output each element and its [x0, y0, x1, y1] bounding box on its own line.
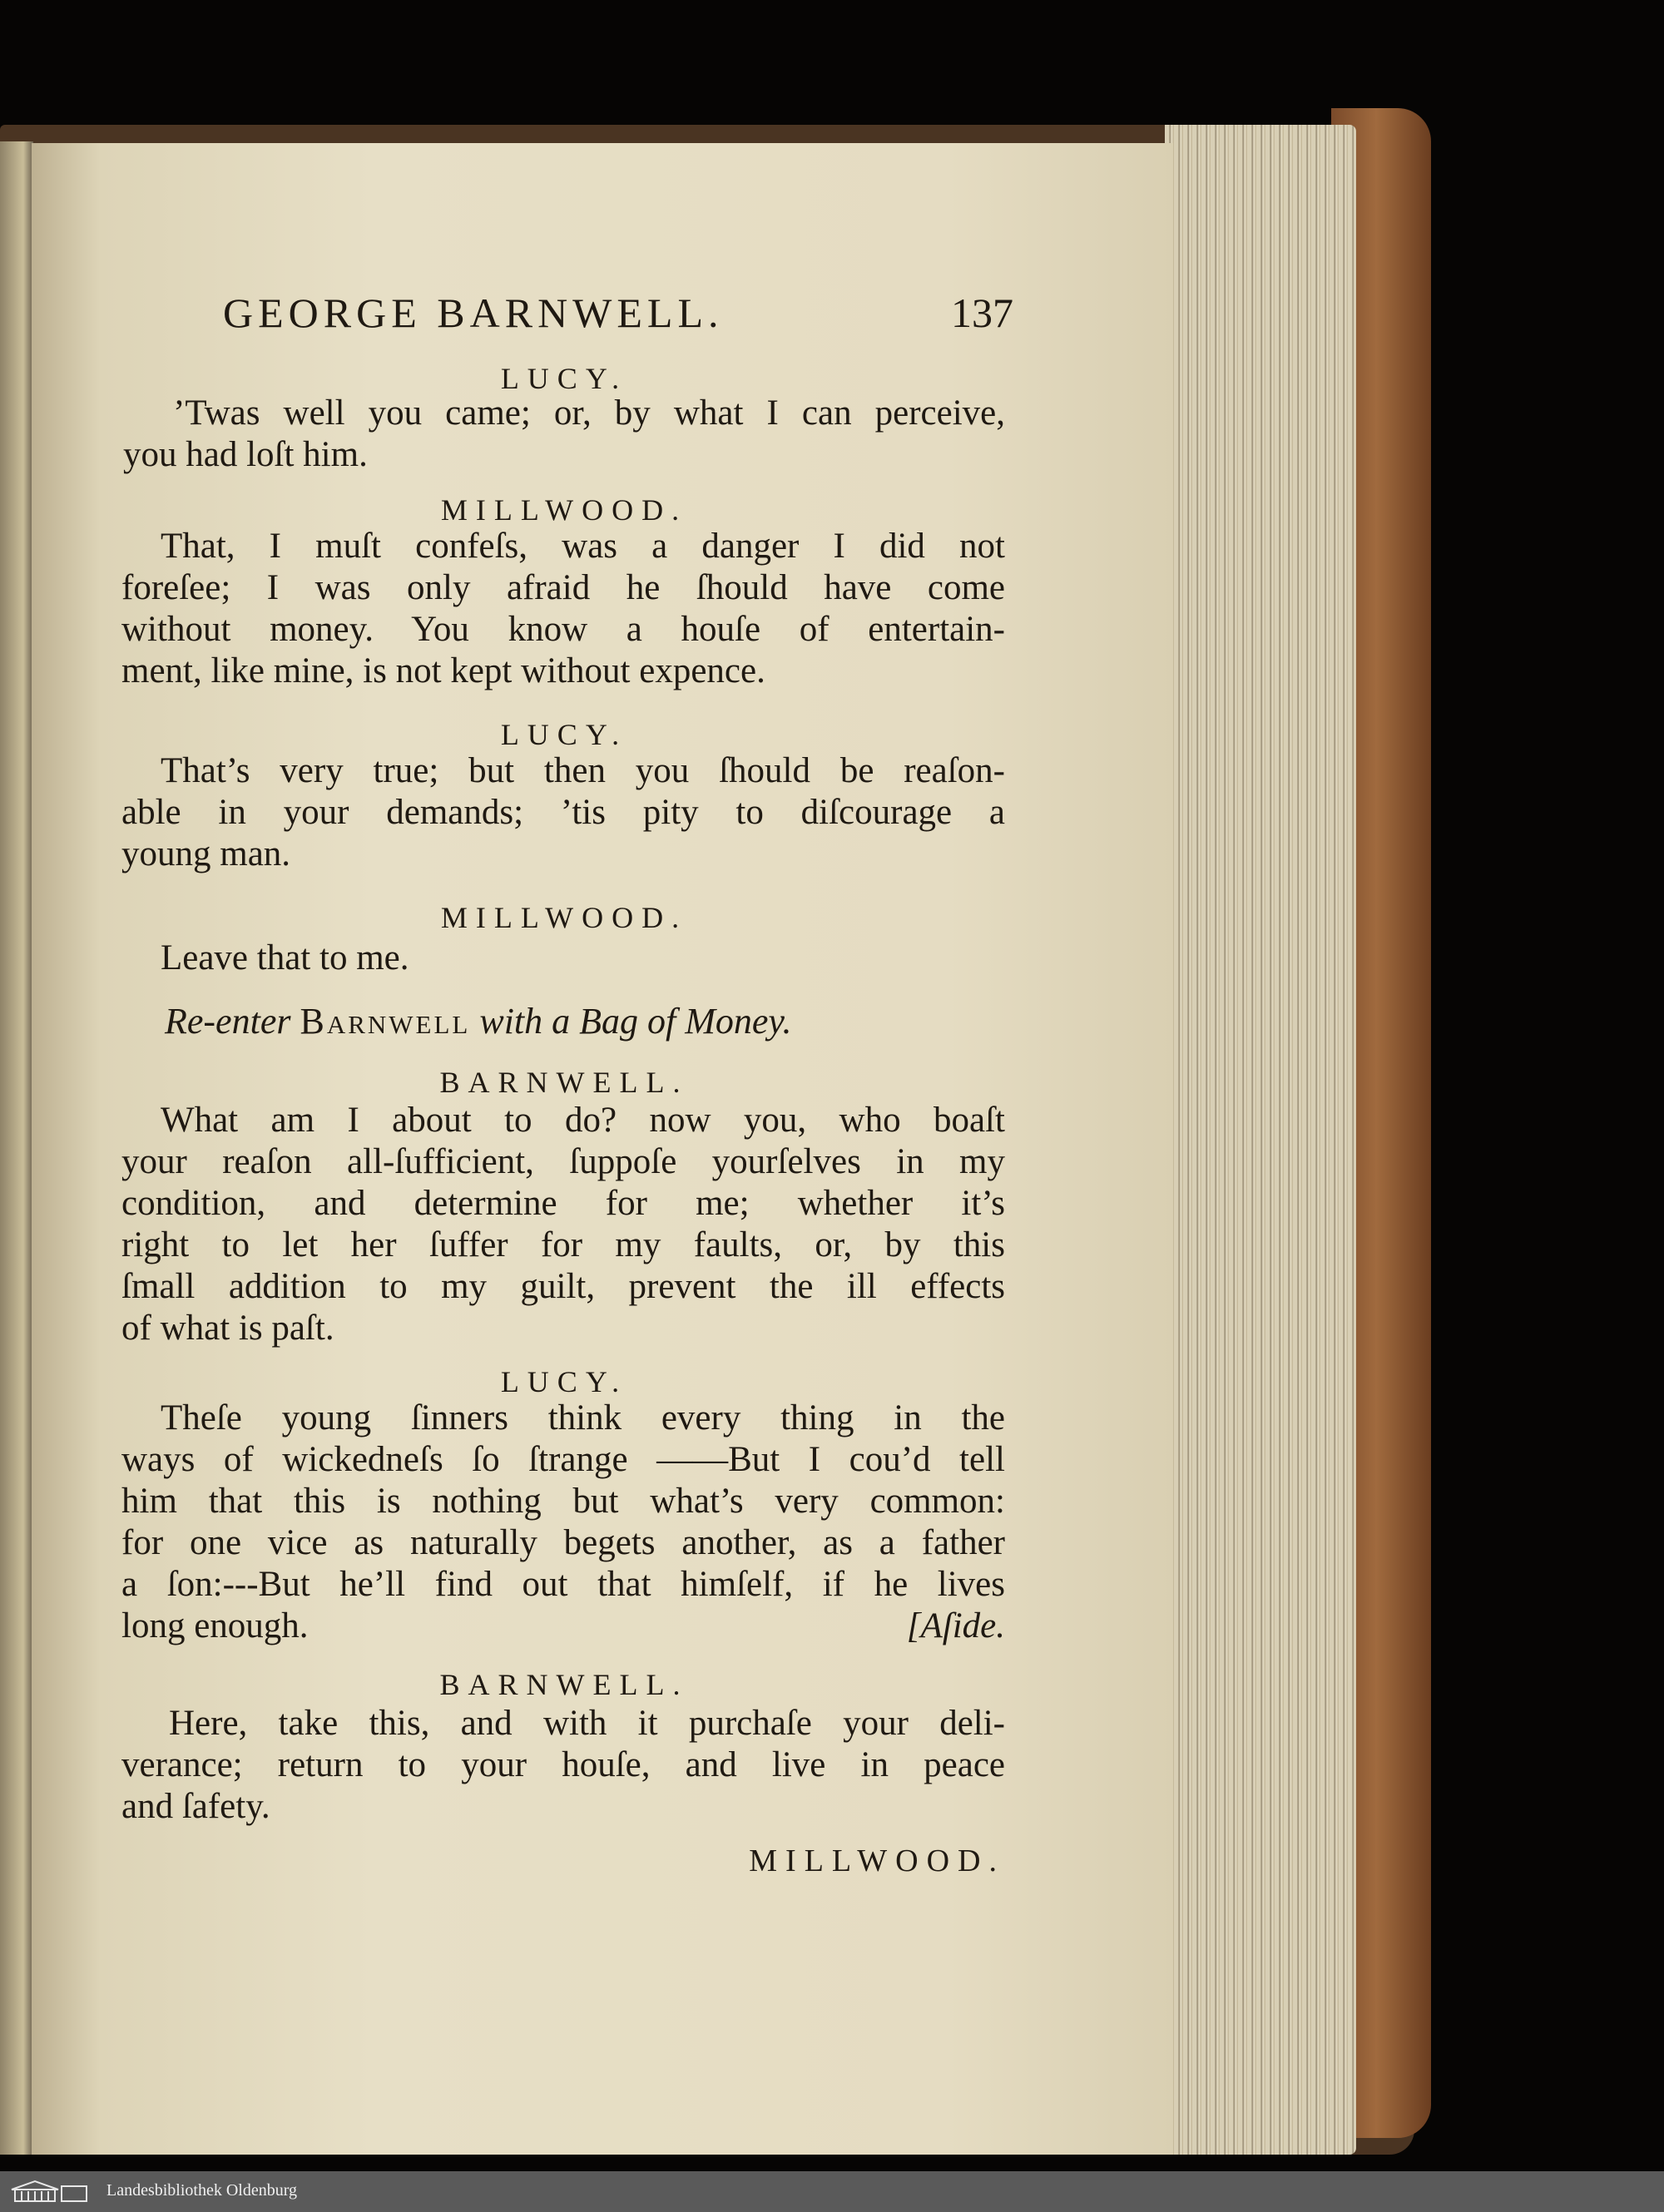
- text-line: That, I muſt confeſs, was a danger I did not: [161, 527, 1005, 566]
- speaker-heading: BARNWELL.: [439, 1066, 689, 1099]
- text-line-with-aside: [121, 1606, 1005, 1647]
- aside-marker: [Aſide.: [906, 1606, 1005, 1645]
- text-line: ment, like mine, is not kept without expence.: [121, 651, 765, 690]
- stage-direction: [165, 1000, 963, 1042]
- footer-bar: [0, 2171, 1664, 2212]
- text-line: him that this is nothing but what’s very common:: [121, 1482, 1005, 1521]
- text-line: Here, take this, and with it purchaſe your deli-: [169, 1704, 1005, 1743]
- library-logo-icon: [10, 2178, 90, 2205]
- text-line: ſmall addition to my guilt, prevent the ill effects: [121, 1267, 1005, 1306]
- text-line: able in your demands; ’tis pity to diſcourage a: [121, 793, 1005, 832]
- speaker-heading: BARNWELL.: [439, 1668, 689, 1701]
- text-line: your reaſon all-ſufficient, ſuppoſe yourſelves in my: [121, 1142, 1005, 1181]
- text-line: Leave that to me.: [161, 938, 409, 977]
- text-line: That’s very true; but then you ſhould be reaſon-: [161, 751, 1005, 790]
- stage-direction-prefix: Re-enter: [165, 1001, 291, 1042]
- facing-page-edge: [0, 141, 33, 2155]
- text-line: without money. You know a houſe of entertain-: [121, 610, 1005, 649]
- text-line: condition, and determine for me; whether it’s: [121, 1184, 1005, 1223]
- library-name: Landesbibliothek Oldenburg: [106, 2181, 298, 2200]
- speaker-heading: LUCY.: [500, 1365, 628, 1398]
- text-line: you had loſt him.: [123, 435, 368, 474]
- book-page: [32, 143, 1173, 2155]
- text-line: long enough.: [121, 1606, 309, 1645]
- stage-direction-suffix: with a Bag of Money.: [479, 1001, 792, 1042]
- running-head: [223, 289, 1013, 347]
- speaker-heading: MILLWOOD.: [440, 493, 688, 527]
- speaker-heading: LUCY.: [500, 362, 628, 395]
- text-line: right to let her ſuffer for my faults, or, by this: [121, 1225, 1005, 1264]
- catchword: MILLWOOD.: [749, 1843, 1005, 1878]
- page-fore-edge: [1165, 125, 1356, 2155]
- text-line: foreſee; I was only afraid he ſhould have come: [121, 568, 1005, 607]
- text-line: ’Twas well you came; or, by what I can perceive,: [173, 393, 1005, 433]
- text-line: of what is paſt.: [121, 1309, 334, 1348]
- text-line: verance; return to your houſe, and live in peace: [121, 1745, 1005, 1784]
- page-number: 137: [951, 289, 1013, 336]
- text-line: a ſon:---But he’ll find out that himſelf, if he lives: [121, 1565, 1005, 1604]
- speaker-heading: LUCY.: [500, 718, 628, 751]
- text-line: ways of wickedneſs ſo ſtrange ——But I cou’d tell: [121, 1440, 1005, 1479]
- text-line: for one vice as naturally begets another, as a father: [121, 1523, 1005, 1562]
- text-line: Theſe young ſinners think every thing in the: [161, 1398, 1005, 1438]
- running-title: GEORGE BARNWELL.: [223, 289, 724, 336]
- text-line: What am I about to do? now you, who boaſt: [161, 1101, 1005, 1140]
- stage-direction-name: Barnwell: [300, 1001, 471, 1042]
- speaker-heading: MILLWOOD.: [440, 901, 688, 934]
- text-line: young man.: [121, 834, 291, 873]
- text-line: and ſafety.: [121, 1787, 270, 1826]
